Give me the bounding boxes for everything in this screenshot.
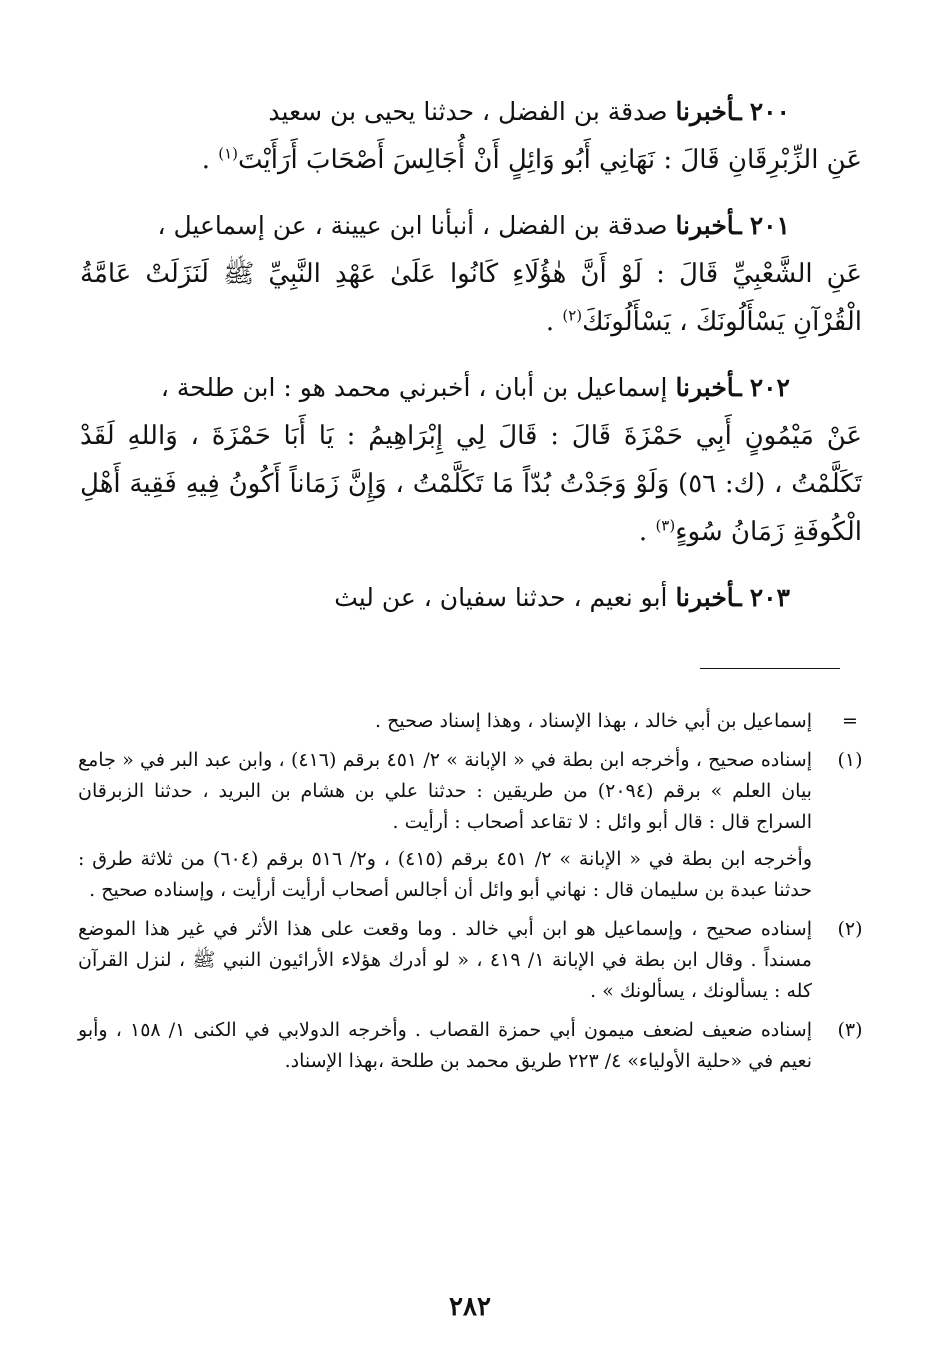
number-dash: ـ [734,373,742,402]
hadith-entry [80,364,862,556]
footnote-mark: = [842,710,858,732]
footnote-paragraph: إسماعيل بن أبي خالد ، بهذا الإسناد ، وهذا إسناد صحيح . [375,710,812,732]
akhbarana-word: أخبرنا [675,211,735,240]
matn-body: عَنِ الشَّعْبِيِّ قَالَ : لَوْ أَنَّ هٰؤُلَاءِ كَانُوا عَلَىٰ عَهْدِ النَّبِيِّ ﷺ لَنَزَلَتْ عَامَّةُ الْقُرْآنِ يَسْأَلُونَكَ ، يَسْأَلُونَكَ [80,259,862,337]
footnote-paragraph: وأخرجه ابن بطة في « الإبانة » ٢/ ٤٥١ برقم (٤١٥) ، و٢/ ٥١٦ برقم (٦٠٤) من ثلاثة طرق : حدثنا عبدة بن سليمان قال : نهاني أبو وائل أن أجالس أصحاب أرأيت أرأيت ، وإسناده صحيح . [78,848,812,901]
akhbarana-word: أخبرنا [675,583,735,612]
matn-end: . [545,307,563,337]
matn-body: عَنْ مَيْمُونٍ أَبِي حَمْزَةَ قَالَ : قَالَ لِي إِبْرَاهِيمُ : يَا أَبَا حَمْزَةَ ، وَاللهِ لَقَدْ تَكَلَّمْتُ ، (ك: ٥٦) وَلَوْ وَجَدْتُ بُدّاً مَا تَكَلَّمْتُ ، وَإِنَّ زَمَاناً أَكُونُ فِيهِ فَقِيهَ أَهْلِ الْكُوفَةِ زَمَانُ سُوءٍ [80,421,862,547]
footnote [78,706,870,737]
matn-text [80,136,862,184]
hadith-number: ٢٠١ [749,211,790,240]
number-dash: ـ [734,583,742,612]
hadith-number: ٢٠٢ [749,373,790,402]
footnote-ref: (٢) [562,306,583,325]
hadith-entry [80,88,862,184]
hadith-number: ٢٠٠ [749,97,790,126]
footnote-mark: (٣) [837,1019,863,1041]
footnote-paragraph: إسناده صحيح ، وإسماعيل هو ابن أبي خالد . وما وقعت على هذا الأثر في غير هذا الموضع مسنداً . وقال ابن بطة في الإبانة ١/ ٤١٩ ، « لو أدرك هؤلاء الأرائيون النبي ﷺ ، لنزل القرآن كله : يسألونك ، يسألونك » . [78,918,812,1002]
footnotes [78,706,870,1085]
hadith-entry [80,202,862,346]
footnote-paragraph: إسناده ضعيف لضعف ميمون أبي حمزة القصاب . وأخرجه الدولابي في الكنى ١/ ١٥٨ ، وأبو نعيم في «حلية الأولياء» ٤/ ٢٢٣ طريق محمد بن طلحة ،بهذا الإسناد. [78,1019,812,1072]
isnad-text: أبو نعيم ، حدثنا سفيان ، عن ليث [334,583,668,612]
isnad-line [80,364,790,412]
page-number: ٢٨٢ [449,1292,491,1322]
isnad-line [80,88,790,136]
akhbarana-word: أخبرنا [675,373,735,402]
akhbarana-word: أخبرنا [675,97,735,126]
footnote-ref: (٣) [655,516,676,535]
matn-end: . [638,517,656,547]
hadith-number: ٢٠٣ [749,583,790,612]
matn-body: عَنِ الزِّبْرِقَانِ قَالَ : نَهَانِي أَبُو وَائِلٍ أَنْ أُجَالِسَ أَصْحَابَ أَرَأَيْتَ [238,145,862,175]
main-text [80,88,862,640]
footnote-separator [700,668,840,669]
number-dash: ـ [734,97,742,126]
isnad-text: صدقة بن الفضل ، حدثنا يحيى بن سعيد [268,97,668,126]
isnad-line [80,574,790,622]
footnote [78,745,870,906]
matn-end: . [201,145,219,175]
isnad-text: إسماعيل بن أبان ، أخبرني محمد هو : ابن طلحة ، [160,373,668,402]
footnote [78,1015,870,1077]
footnote-mark: (١) [837,749,863,771]
matn-text [80,412,862,556]
hadith-entry [80,574,790,622]
footnote-ref: (١) [218,144,239,163]
footnote-paragraph: إسناده صحيح ، وأخرجه ابن بطة في « الإبانة » ٢/ ٤٥١ برقم (٤١٦) ، وابن عبد البر في « جامع بيان العلم » برقم (٢٠٩٤) من طريقين : حدثنا علي بن هشام بن البريد ، حدثنا الزبرقان السراج قال : قال أبو وائل : لا تقاعد أصحاب : أرأيت . [78,749,812,833]
isnad-line [80,202,790,250]
isnad-text: صدقة بن الفضل ، أنبأنا ابن عيينة ، عن إسماعيل ، [157,211,668,240]
footnote-mark: (٢) [837,918,863,940]
footnote [78,914,870,1007]
number-dash: ـ [734,211,742,240]
matn-text [80,250,862,346]
